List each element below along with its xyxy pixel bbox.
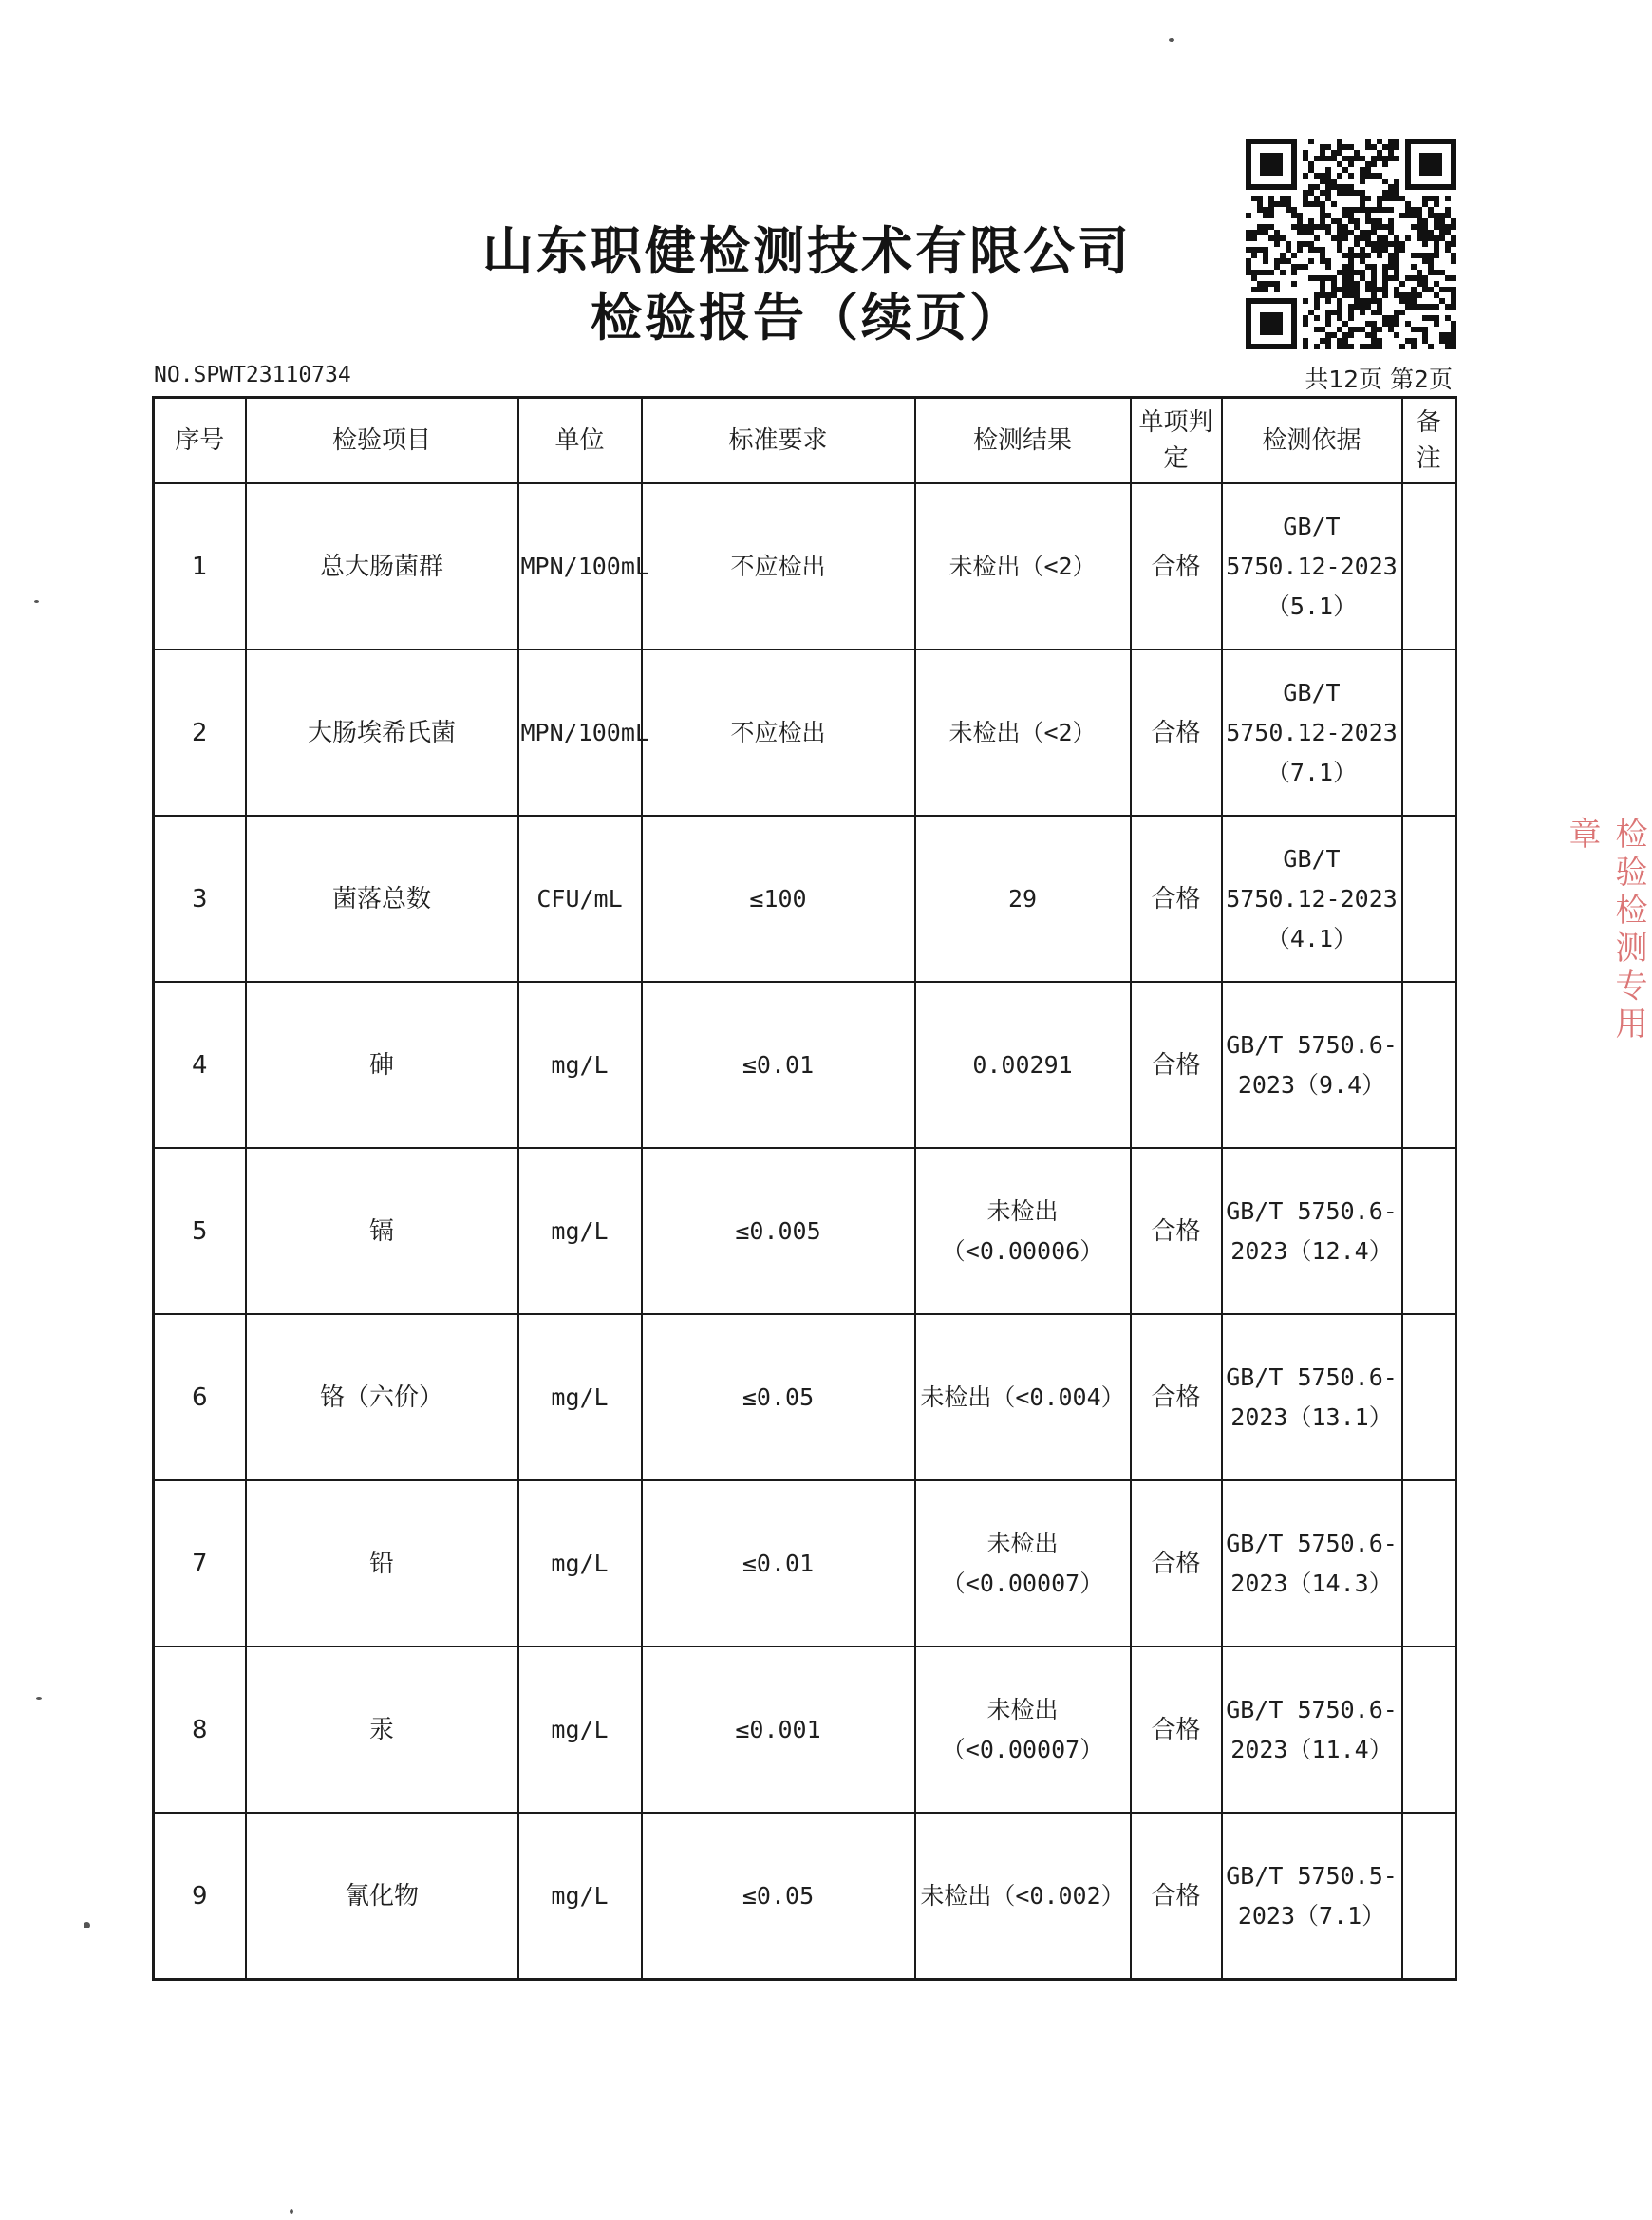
scan-speck (1169, 38, 1174, 42)
col-header-basis: 检测依据 (1222, 398, 1402, 484)
row-standard: ≤0.05 (642, 1314, 915, 1480)
company-name: 山东职健检测技术有限公司 (482, 221, 1132, 281)
row-basis: GB/T 5750.12-2023（5.1） (1222, 483, 1402, 649)
page-info: 共12页 第2页 (1305, 366, 1453, 393)
table-row (154, 1813, 1456, 1980)
row-unit: mg/L (518, 1314, 642, 1480)
row-unit: mg/L (518, 1646, 642, 1813)
row-remark (1402, 1148, 1456, 1314)
qr-code-icon (1246, 139, 1456, 349)
row-result: 未检出（<0.00007） (915, 1646, 1131, 1813)
row-unit: MPN/100mL (518, 483, 642, 649)
red-stamp (1546, 807, 1647, 1054)
col-header-standard: 标准要求 (642, 398, 915, 484)
row-item: 铬（六价） (246, 1314, 518, 1480)
col-header-unit: 单位 (518, 398, 642, 484)
row-result: 0.00291 (915, 982, 1131, 1148)
col-header-item: 检验项目 (246, 398, 518, 484)
row-basis: GB/T 5750.12-2023（7.1） (1222, 649, 1402, 816)
results-table (152, 396, 1457, 1981)
row-standard: ≤0.001 (642, 1646, 915, 1813)
report-number: NO.SPWT23110734 (154, 363, 351, 387)
row-basis: GB/T 5750.5-2023（7.1） (1222, 1813, 1402, 1980)
table-row (154, 982, 1456, 1148)
row-remark (1402, 649, 1456, 816)
row-result: 未检出（<0.00007） (915, 1480, 1131, 1646)
row-result: 未检出（<2） (915, 483, 1131, 649)
row-remark (1402, 1646, 1456, 1813)
row-result: 未检出（<0.002） (915, 1813, 1131, 1980)
row-remark (1402, 483, 1456, 649)
row-index: 4 (154, 982, 246, 1148)
row-result: 未检出（<0.004） (915, 1314, 1131, 1480)
row-standard: ≤0.005 (642, 1148, 915, 1314)
row-standard: ≤0.01 (642, 982, 915, 1148)
row-index: 2 (154, 649, 246, 816)
report-title: 检验报告（续页） (591, 288, 1023, 348)
row-standard: ≤100 (642, 816, 915, 982)
row-basis: GB/T 5750.6-2023（14.3） (1222, 1480, 1402, 1646)
col-header-index: 序号 (154, 398, 246, 484)
row-unit: MPN/100mL (518, 649, 642, 816)
row-judgement: 合格 (1131, 982, 1222, 1148)
row-remark (1402, 982, 1456, 1148)
table-row (154, 1480, 1456, 1646)
col-header-remark: 备注 (1402, 398, 1456, 484)
row-judgement: 合格 (1131, 1480, 1222, 1646)
table-row (154, 1148, 1456, 1314)
row-result: 未检出（<0.00006） (915, 1148, 1131, 1314)
row-basis: GB/T 5750.12-2023（4.1） (1222, 816, 1402, 982)
row-item: 铅 (246, 1480, 518, 1646)
row-unit: mg/L (518, 982, 642, 1148)
col-header-result: 检测结果 (915, 398, 1131, 484)
row-judgement: 合格 (1131, 1646, 1222, 1813)
row-unit: mg/L (518, 1148, 642, 1314)
header-row (154, 398, 1456, 484)
row-basis: GB/T 5750.6-2023（9.4） (1222, 982, 1402, 1148)
row-remark (1402, 816, 1456, 982)
row-standard: ≤0.01 (642, 1480, 915, 1646)
table-row (154, 649, 1456, 816)
row-standard: 不应检出 (642, 483, 915, 649)
row-index: 8 (154, 1646, 246, 1813)
scan-speck (290, 2209, 293, 2214)
row-judgement: 合格 (1131, 1813, 1222, 1980)
row-standard: ≤0.05 (642, 1813, 915, 1980)
row-judgement: 合格 (1131, 483, 1222, 649)
row-item: 总大肠菌群 (246, 483, 518, 649)
row-judgement: 合格 (1131, 1148, 1222, 1314)
row-index: 5 (154, 1148, 246, 1314)
row-basis: GB/T 5750.6-2023（11.4） (1222, 1646, 1402, 1813)
row-result: 29 (915, 816, 1131, 982)
row-judgement: 合格 (1131, 649, 1222, 816)
row-remark (1402, 1480, 1456, 1646)
row-item: 汞 (246, 1646, 518, 1813)
row-basis: GB/T 5750.6-2023（13.1） (1222, 1314, 1402, 1480)
row-index: 6 (154, 1314, 246, 1480)
row-item: 砷 (246, 982, 518, 1148)
table-row (154, 1314, 1456, 1480)
row-judgement: 合格 (1131, 1314, 1222, 1480)
row-item: 菌落总数 (246, 816, 518, 982)
table-row (154, 816, 1456, 982)
row-index: 1 (154, 483, 246, 649)
stamp-text: 检验检测专用章 (1563, 817, 1647, 1044)
row-remark (1402, 1813, 1456, 1980)
scan-speck (34, 600, 39, 603)
scan-speck (36, 1697, 42, 1700)
row-index: 9 (154, 1813, 246, 1980)
row-index: 7 (154, 1480, 246, 1646)
row-standard: 不应检出 (642, 649, 915, 816)
scan-speck (84, 1922, 90, 1928)
row-item: 镉 (246, 1148, 518, 1314)
row-unit: mg/L (518, 1813, 642, 1980)
row-judgement: 合格 (1131, 816, 1222, 982)
row-item: 氰化物 (246, 1813, 518, 1980)
col-header-judgement: 单项判定 (1131, 398, 1222, 484)
row-result: 未检出（<2） (915, 649, 1131, 816)
row-basis: GB/T 5750.6-2023（12.4） (1222, 1148, 1402, 1314)
row-item: 大肠埃希氏菌 (246, 649, 518, 816)
table-row (154, 1646, 1456, 1813)
row-index: 3 (154, 816, 246, 982)
table-row (154, 483, 1456, 649)
row-remark (1402, 1314, 1456, 1480)
row-unit: CFU/mL (518, 816, 642, 982)
row-unit: mg/L (518, 1480, 642, 1646)
